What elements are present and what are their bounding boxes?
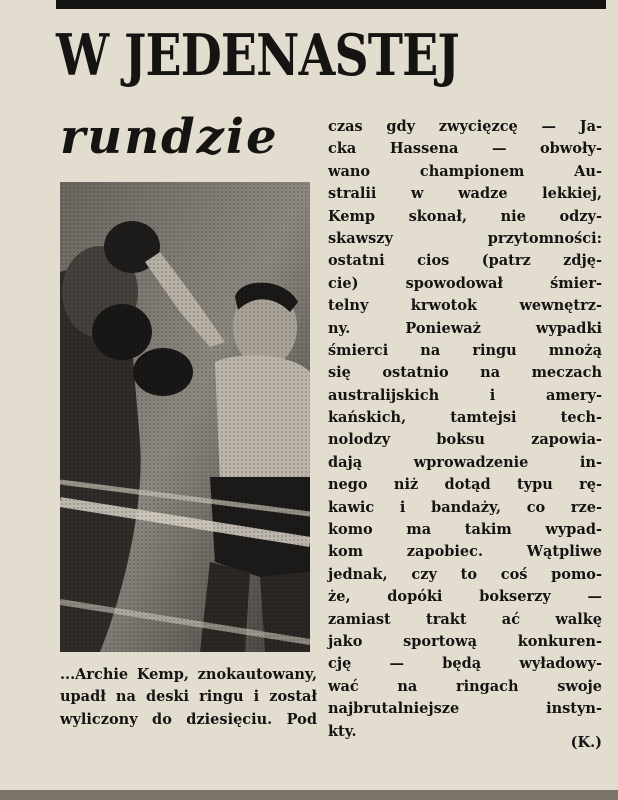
body-line: kom zapobiec. Wątpliwe	[328, 543, 602, 561]
body-line: kty.	[328, 722, 357, 740]
body-line: wano championem Au-	[328, 162, 602, 180]
body-line: cka Hassena — obwoły-	[328, 140, 602, 158]
body-line: stralii w wadze lekkiej,	[328, 185, 602, 203]
body-line: telny krwotok wewnętrz-	[328, 297, 602, 315]
body-line: najbrutalniejsze instyn-	[328, 700, 602, 718]
body-line: jednak, czy to coś pomo-	[328, 565, 602, 583]
body-line: nolodzy boksu zapowia-	[328, 431, 602, 449]
boxing-photo	[60, 182, 310, 652]
body-line: wać na ringach swoje	[328, 677, 602, 695]
body-line: skawszy przytomności:	[328, 229, 602, 247]
body-line: jako sportową konkuren-	[328, 632, 602, 650]
body-line: ny. Ponieważ wypadki	[328, 319, 602, 337]
body-line: Kemp skonał, nie odzy-	[328, 207, 602, 225]
body-line: czas gdy zwycięzcę — Ja-	[328, 118, 602, 135]
body-line: że, dopóki bokserzy —	[328, 588, 602, 606]
body-line: ostatni cios (patrz zdję-	[328, 252, 602, 270]
body-line: cję — będą wyładowy-	[328, 655, 602, 673]
photo-caption: ...Archie Kemp, znokautowany, upadł na deski ringu i został wyliczony do dziesięciu. Pod	[60, 666, 317, 728]
body-line: dają wprowadzenie in-	[328, 453, 602, 471]
body-line: się ostatnio na meczach	[328, 364, 602, 382]
body-line: zamiast trakt ać walkę	[328, 610, 602, 628]
boxing-photo-icon	[60, 182, 310, 652]
body-line: kawic i bandaży, co rze-	[328, 498, 602, 516]
body-line: nego niż dotąd typu rę-	[328, 476, 602, 494]
author-signature: (K.)	[570, 734, 602, 751]
headline: W JEDENASTEJ	[56, 22, 459, 89]
top-rule	[56, 0, 606, 9]
body-line: australijskich i amery-	[328, 386, 602, 404]
body-line: cie) spowodował śmier-	[328, 274, 602, 292]
body-line: komo ma takim wypad-	[328, 521, 602, 539]
bottom-rule	[0, 790, 618, 800]
body-line: kańskich, tamtejsi tech-	[328, 409, 602, 427]
article-body	[328, 116, 602, 743]
headline-subtitle: rundzie	[60, 109, 279, 165]
body-line: śmierci na ringu mnożą	[328, 341, 602, 359]
